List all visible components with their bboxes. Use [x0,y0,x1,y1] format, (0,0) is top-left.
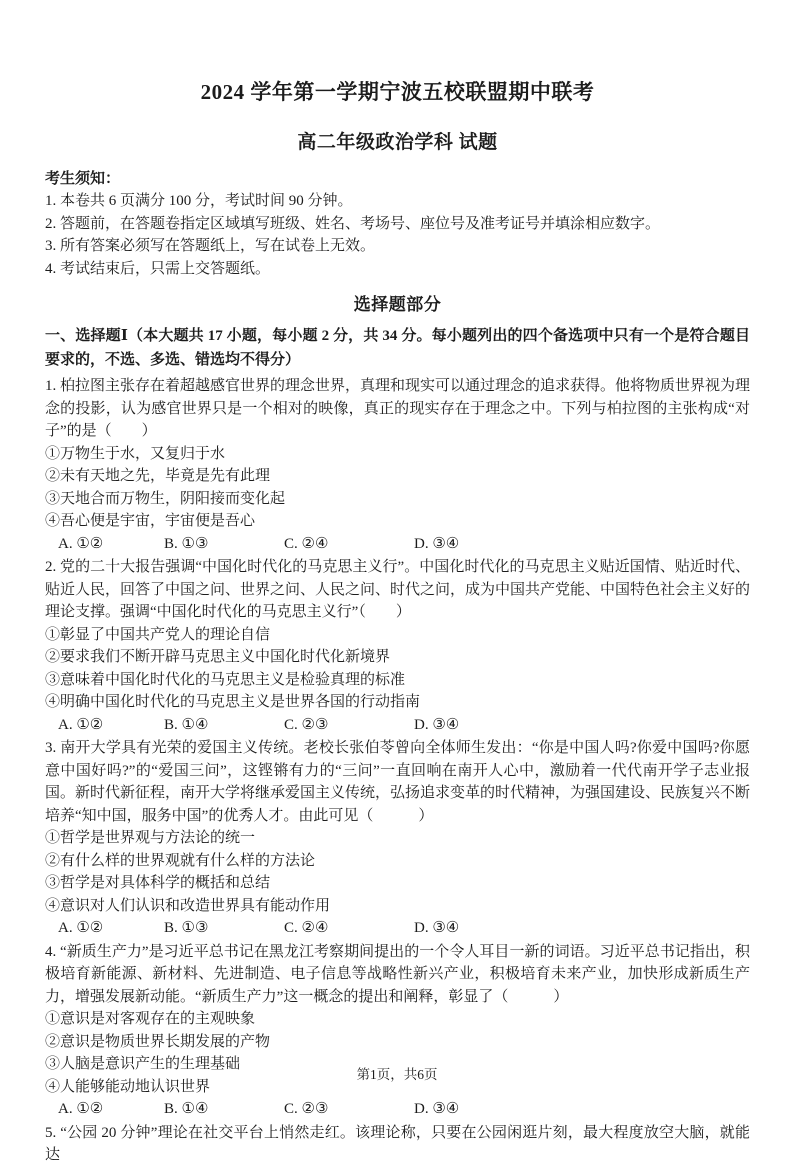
question-stem: 1. 柏拉图主张存在着超越感官世界的理念世界，真理和现实可以通过理念的追求获得。他将物质世界视为理念的投影，认为感官世界只是一个相对的映像，真正的现实存在于理念之中。下列与柏拉图的主张构成“对子”的是（ ） [45,378,751,439]
page-subtitle: 高二年级政治学科 试题 [297,132,498,153]
choices-row [45,917,750,940]
question-option-item: ④人能够能动地认识世界 [45,1078,211,1095]
question-stem: 2. 党的二十大报告强调“中国化时代化的马克思主义行”。中国化时代化的马克思主义贴近国情、贴近时代、贴近人民，回答了中国之问、世界之问、人民之问、时代之问，成为中国共产党能、中国特色社会主义好的理论支撑。强调“中国化时代化的马克思主义行”（ ） [45,559,751,620]
question-option-item: ②有什么样的世界观就有什么样的方法论 [45,852,316,869]
question-option-item: ④意识对人们认识和改造世界具有能动作用 [45,897,331,914]
question-option-item: ③人脑是意识产生的生理基础 [45,1056,241,1072]
choice-option-d: D. ③④ [414,716,460,733]
question-block-1 [45,375,750,555]
question-option-item: ③天地合而万物生，阴阳接而变化起 [45,490,286,507]
section-intro: 一、选择题Ⅰ（本大题共 17 小题，每小题 2 分，共 34 分。每小题列出的四个备选项中只有一个是符合题目要求的，不选、多选、错选均不得分） [45,328,750,368]
choice-option-b: B. ①④ [164,716,209,733]
page-footer: 第1页，共6页 [356,1067,438,1082]
question-block-3 [45,737,750,940]
choice-option-b: B. ①④ [164,1101,209,1117]
notice-item: 1. 本卷共 6 页满分 100 分，考试时间 90 分钟。 [45,193,353,209]
choice-option-b: B. ①③ [164,535,209,552]
question-option-item: ③意味着中国化时代化的马克思主义是检验真理的标准 [45,671,406,688]
choice-option-a: A. ①② [58,920,104,936]
question-stem: 5. “公园 20 分钟”理论在社交平台上悄然走红。该理论称，只要在公园闲逛片刻，最大程度放空大脑，就能达 [45,1124,750,1163]
section-title: 选择题部分 [353,295,442,314]
question-option-item: ③哲学是对具体科学的概括和总结 [45,875,271,891]
choice-option-d: D. ③④ [414,1101,460,1117]
question-stem: 3. 南开大学具有光荣的爱国主义传统。老校长张伯苓曾向全体师生发出：“你是中国人吗?你爱中国吗?你愿意中国好吗?”的“爱国三问”，这铿锵有力的“三问”一直回响在南开人心中，激励着一代代南开学子志业报国。新时代新征程，南开大学将继承爱国主义传统，弘扬追求变革的时代精神，为强国建设、民族复兴不断培养“知中国，服务中国”的优秀人才。由此可见（ ） [45,740,751,824]
question-option-item: ④吾心便是宇宙，宇宙便是吾心 [45,513,256,529]
question-stem: 4. “新质生产力”是习近平总书记在黑龙江考察期间提出的一个令人耳目一新的词语。习近平总书记指出，积极培育新能源、新材料、先进制造、电子信息等战略性新兴产业，积极培育未来产业，加快形成新质生产力，增强发展新动能。“新质生产力”这一概念的提出和阐释，彰显了（ ） [45,943,750,1005]
question-block-4 [45,941,750,1121]
question-option-item: ②意识是物质世界长期发展的产物 [45,1033,271,1050]
notice-section [45,168,750,280]
question-option-item: ①彰显了中国共产党人的理论自信 [45,626,271,643]
question-option-item: ①哲学是世界观与方法论的统一 [45,830,256,846]
choice-option-c: C. ②④ [284,535,329,552]
page-title: 2024 学年第一学期宁波五校联盟期中联考 [200,80,595,104]
choices-row [45,714,750,737]
question-option-item: ①万物生于水，又复归于水 [45,445,226,462]
choices-row [45,1098,750,1121]
choices-row [45,533,750,556]
question-block-2 [45,556,750,736]
question-option-item: ②未有天地之先，毕竟是先有此理 [45,468,271,484]
choice-option-d: D. ③④ [414,535,460,552]
notice-list [45,190,750,280]
notice-heading: 考生须知： [45,171,121,187]
question-block-5 [45,1122,750,1167]
notice-item: 2. 答题前，在答题卷指定区域填写班级、姓名、考场号、座位号及准考证号并填涂相应数字。 [45,215,661,232]
choice-option-a: A. ①② [58,716,104,733]
choice-option-a: A. ①② [58,535,104,552]
question-option-item: ④明确中国化时代化的马克思主义是世界各国的行动指南 [45,694,421,710]
choice-option-a: A. ①② [58,1101,104,1117]
notice-item: 4. 考试结束后，只需上交答题纸。 [45,260,271,277]
question-option-item: ①意识是对客观存在的主观映象 [45,1011,256,1027]
choice-option-d: D. ③④ [414,920,460,936]
choice-option-c: C. ②③ [284,1101,329,1117]
notice-item: 3. 所有答案必须写在答题纸上，写在试卷上无效。 [45,238,376,254]
question-option-item: ②要求我们不断开辟马克思主义中国化时代化新境界 [45,649,391,665]
choice-option-b: B. ①③ [164,920,209,936]
choice-option-c: C. ②④ [284,920,329,936]
choice-option-c: C. ②③ [284,716,329,733]
